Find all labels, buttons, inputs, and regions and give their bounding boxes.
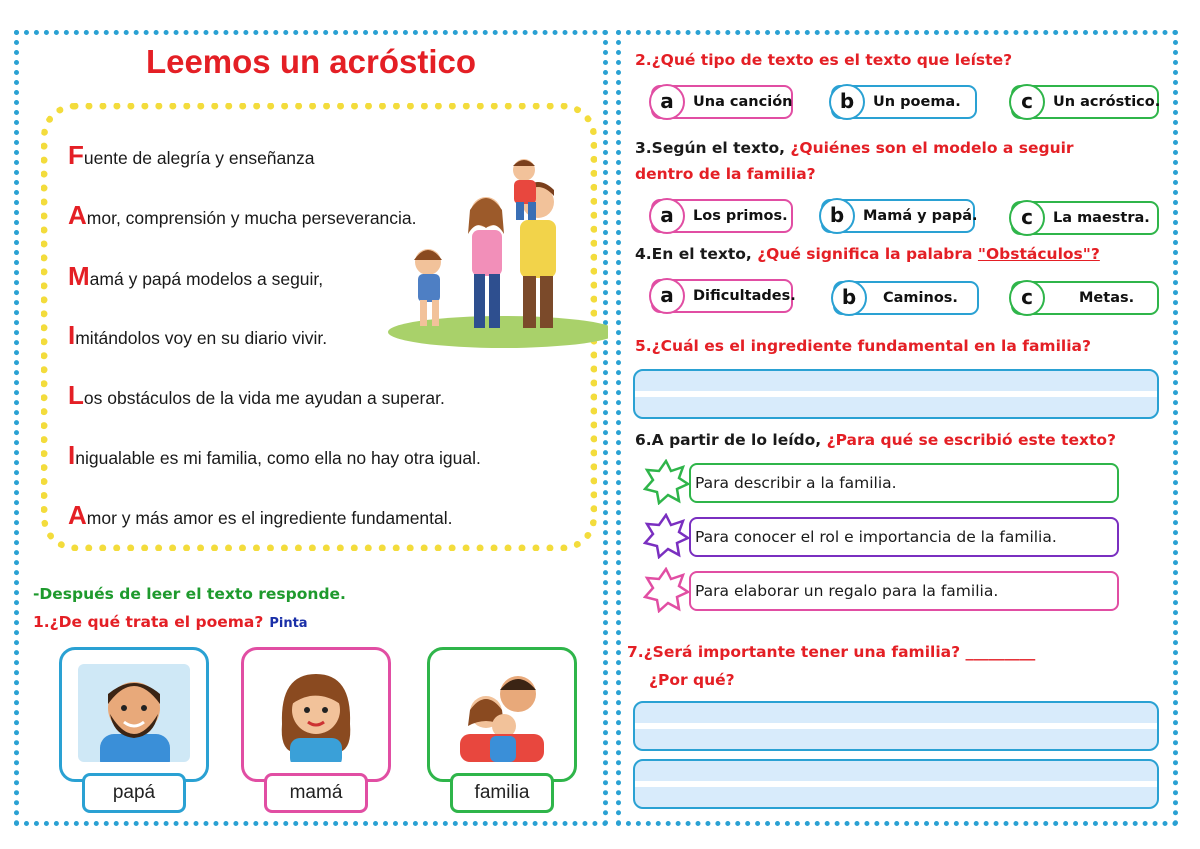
option-text: Los primos. — [693, 208, 788, 224]
q2-option-c[interactable] — [1011, 85, 1159, 119]
dad-illustration — [78, 664, 190, 762]
q6-option-2[interactable]: Para conocer el rol e importancia de la familia. — [689, 517, 1119, 557]
option-letter: c — [1009, 84, 1045, 120]
card-mama[interactable] — [241, 647, 391, 803]
acrostic-text: mor y más amor es el ingrediente fundamental. — [86, 508, 453, 528]
question-2 — [635, 51, 1012, 69]
q2-option-b[interactable] — [831, 85, 977, 119]
page-title: Leemos un acróstico — [145, 43, 477, 80]
acrostic-line — [68, 440, 481, 471]
acrostic-box — [41, 103, 597, 551]
acrostic-text: mor, comprensión y mucha perseverancia. — [86, 208, 417, 228]
acrostic-line — [68, 380, 445, 411]
card-word-mama: mamá — [264, 773, 368, 813]
acrostic-text: nigualable es mi familia, como ella no hay otra igual. — [75, 448, 481, 468]
option-text: Metas. — [1079, 290, 1135, 306]
option-text: La maestra. — [1053, 210, 1150, 226]
acrostic-initial: I — [68, 440, 76, 470]
card-papa[interactable] — [59, 647, 209, 803]
left-worksheet-panel — [14, 30, 608, 826]
option-letter: a — [649, 278, 685, 314]
question-7-text: 7.¿Será importante tener una familia? _________ — [627, 643, 1036, 661]
option-text: Un acróstico. — [1053, 94, 1161, 110]
star-icon — [643, 513, 689, 559]
acrostic-initial: F — [68, 140, 84, 170]
option-letter: a — [649, 198, 685, 234]
question-1 — [33, 613, 308, 631]
question-4-word: "Obstáculos"? — [977, 245, 1100, 263]
acrostic-line — [68, 200, 417, 231]
question-1-hint: Pinta — [269, 616, 308, 631]
option-letter: a — [649, 84, 685, 120]
q3-option-a[interactable] — [651, 199, 793, 233]
option-text: Dificultades. — [693, 288, 796, 304]
family-illustration — [378, 150, 608, 350]
question-7b-text: ¿Por qué? — [649, 671, 735, 689]
question-6-text: ¿Para qué se escribió este texto? — [826, 431, 1117, 449]
option-letter: b — [831, 280, 867, 316]
question-3-prefix: 3.Según el texto, — [635, 139, 785, 157]
option-letter: c — [1009, 280, 1045, 316]
q2-option-a[interactable] — [651, 85, 793, 119]
acrostic-line — [68, 320, 327, 351]
acrostic-initial: M — [68, 261, 90, 291]
question-4-prefix: 4.En el texto, — [635, 245, 752, 263]
option-letter: c — [1009, 200, 1045, 236]
question-3-text: ¿Quiénes son el modelo a seguir — [790, 139, 1074, 157]
acrostic-initial: L — [68, 380, 84, 410]
acrostic-text: os obstáculos de la vida me ayudan a superar. — [83, 388, 445, 408]
question-6 — [635, 431, 1116, 449]
answer-field-q7-line-1[interactable] — [633, 701, 1159, 751]
option-letter: b — [829, 84, 865, 120]
q3-option-c[interactable] — [1011, 201, 1159, 235]
card-word-familia: familia — [450, 773, 554, 813]
acrostic-text: amá y papá modelos a seguir, — [89, 269, 324, 289]
acrostic-text: uente de alegría y enseñanza — [83, 148, 315, 168]
answer-field-q7-line-2[interactable] — [633, 759, 1159, 809]
answer-field-q5[interactable] — [633, 369, 1159, 419]
option-text: Caminos. — [883, 290, 958, 306]
card-word-papa: papá — [82, 773, 186, 813]
star-icon — [643, 459, 689, 505]
after-reading-instruction: -Después de leer el texto responde. — [33, 585, 346, 603]
family-hug-illustration — [446, 664, 558, 762]
option-text: Una canción — [693, 94, 793, 110]
question-2-text: 2.¿Qué tipo de texto es el texto que leíste? — [635, 51, 1013, 69]
question-5 — [635, 337, 1091, 355]
option-text: Un poema. — [873, 94, 961, 110]
q6-option-1[interactable]: Para describir a la familia. — [689, 463, 1119, 503]
acrostic-line — [68, 500, 453, 531]
acrostic-line — [68, 261, 323, 292]
option-text: Mamá y papá. — [863, 208, 978, 224]
question-7b — [649, 671, 735, 689]
right-worksheet-panel — [616, 30, 1178, 826]
question-4 — [635, 245, 1100, 263]
acrostic-line — [68, 140, 314, 171]
star-icon — [643, 567, 689, 613]
question-5-text: 5.¿Cuál es el ingrediente fundamental en la familia? — [635, 337, 1091, 355]
q4-option-b[interactable] — [833, 281, 979, 315]
question-4-text: ¿Qué significa la palabra — [757, 245, 973, 263]
q3-option-b[interactable] — [821, 199, 978, 233]
option-letter: b — [819, 198, 855, 234]
acrostic-initial: A — [68, 200, 87, 230]
question-6-prefix: 6.A partir de lo leído, — [635, 431, 822, 449]
mom-illustration — [260, 664, 372, 762]
question-3-text-2: dentro de la familia? — [635, 165, 816, 183]
question-7 — [627, 643, 1035, 661]
q6-option-3[interactable]: Para elaborar un regalo para la familia. — [689, 571, 1119, 611]
acrostic-text: mitándolos voy en su diario vivir. — [75, 328, 328, 348]
q4-option-c[interactable] — [1011, 281, 1159, 315]
acrostic-initial: A — [68, 500, 87, 530]
question-1-text: 1.¿De qué trata el poema? — [33, 613, 264, 631]
question-3 — [635, 135, 1165, 187]
q4-option-a[interactable] — [651, 279, 796, 313]
acrostic-initial: I — [68, 320, 76, 350]
card-familia[interactable] — [427, 647, 577, 803]
